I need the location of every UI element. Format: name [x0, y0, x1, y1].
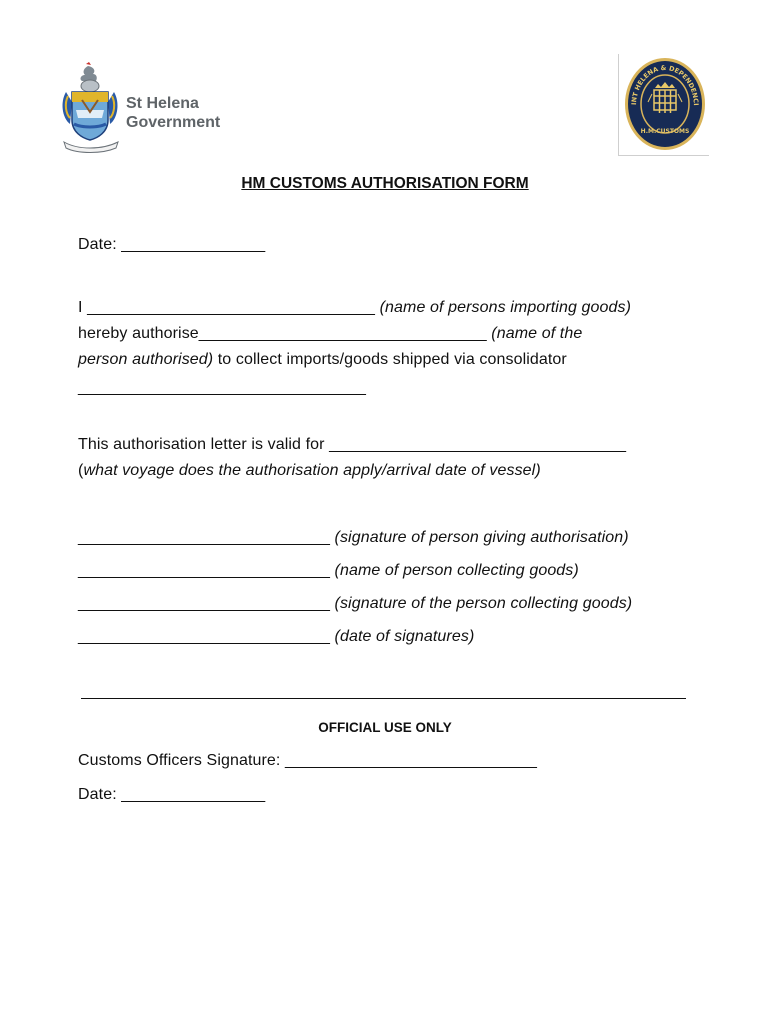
validity-hint-paren: ( [78, 462, 84, 479]
official-separator [81, 698, 686, 699]
seal-top-text: INT HELENA & DEPENDENCI [630, 63, 701, 106]
signature-hint: (date of signatures) [334, 628, 475, 645]
org-name-line-1: St Helena [126, 95, 199, 112]
signature-hint: (name of person collecting goods) [334, 562, 579, 579]
signature-hint: (signature of the person collecting goods) [334, 595, 633, 612]
official-use-heading: OFFICIAL USE ONLY [318, 720, 452, 735]
authorise-line [78, 325, 582, 343]
signature-field[interactable]: ____________________________ [78, 529, 335, 546]
signature-row [78, 562, 579, 580]
importer-name-field[interactable]: I ________________________________ [78, 299, 380, 316]
signature-row [78, 529, 629, 547]
st-helena-coat-of-arms-logo [58, 62, 124, 154]
validity-line [78, 436, 626, 454]
signature-row [78, 628, 474, 646]
officer-signature-field[interactable]: Customs Officers Signature: ____________________________ [78, 752, 537, 769]
date-field[interactable]: Date: ________________ [78, 236, 266, 253]
consolidator-text: to collect imports/goods shipped via consolidator [213, 351, 567, 368]
validity-hint: what voyage does the authorisation apply/arrival date of vessel) [83, 462, 541, 479]
form-title: HM CUSTOMS AUTHORISATION FORM [241, 175, 529, 192]
authorised-person-hint-1: (name of the [491, 325, 583, 342]
consolidator-field[interactable]: ________________________________ [78, 379, 366, 396]
importer-hint: (name of persons importing goods) [379, 299, 632, 316]
validity-field[interactable]: _________________________________ [329, 436, 627, 453]
validity-label: This authorisation letter is valid for [78, 436, 330, 453]
org-name-line-2: Government [126, 114, 221, 131]
signature-field[interactable]: ____________________________ [78, 562, 335, 579]
signature-row [78, 595, 632, 613]
hm-customs-seal-logo [622, 56, 708, 153]
signature-field[interactable]: ____________________________ [78, 595, 335, 612]
authorised-person-field[interactable]: hereby authorise________________________________ [78, 325, 492, 342]
official-date-field[interactable]: Date: ________________ [78, 786, 266, 803]
seal-bottom-text: H.M.CUSTOMS [640, 128, 690, 135]
signature-field[interactable]: ____________________________ [78, 628, 335, 645]
consolidator-line [78, 351, 567, 369]
validity-hint-line [78, 462, 541, 480]
importer-line [78, 299, 631, 317]
signature-hint: (signature of person giving authorisation) [334, 529, 629, 546]
authorised-person-hint-2: person authorised) [78, 351, 214, 368]
